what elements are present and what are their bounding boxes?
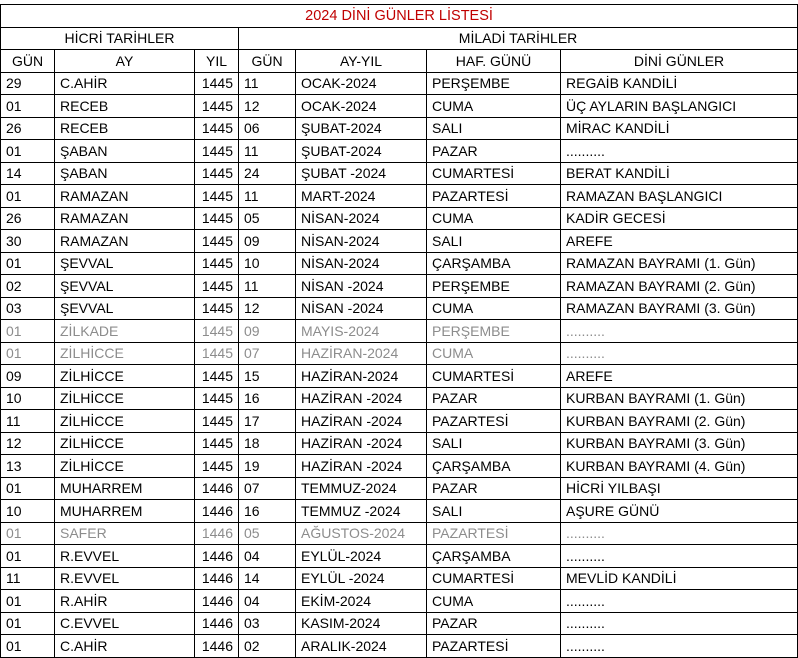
weekday-cell: ÇARŞAMBA [427,455,561,478]
hijri-year-cell: 1445 [195,342,239,365]
religious-day-cell: MİRAC KANDİLİ [561,117,798,140]
month-year-cell: NİSAN-2024 [296,207,427,230]
religious-day-cell: AŞURE GÜNÜ [561,500,798,523]
weekday-cell: SALI [427,117,561,140]
hijri-year-cell: 1445 [195,297,239,320]
table-row [1,477,798,500]
religious-day-cell: KADİR GECESİ [561,207,798,230]
hijri-month-cell: C.EVVEL [55,612,195,635]
religious-day-cell: KURBAN BAYRAMI (1. Gün) [561,387,798,410]
hijri-day-cell: 26 [1,207,55,230]
table-row [1,185,798,208]
hijri-month-cell: ŞABAN [55,162,195,185]
hijri-month-cell: RAMAZAN [55,207,195,230]
month-year-cell: OCAK-2024 [296,72,427,95]
hijri-month-cell: ZİLHİCCE [55,342,195,365]
religious-day-cell: RAMAZAN BAYRAMI (2. Gün) [561,275,798,298]
month-year-cell: NİSAN-2024 [296,230,427,253]
table-row [1,140,798,163]
hijri-month-cell: ZİLHİCCE [55,365,195,388]
hijri-month-cell: ZİLKADE [55,320,195,343]
table-row [1,500,798,523]
hijri-day-cell: 01 [1,252,55,275]
hijri-month-cell: R.EVVEL [55,545,195,568]
gregorian-day-cell: 17 [239,410,296,433]
gregorian-day-cell: 07 [239,477,296,500]
hijri-year-cell: 1445 [195,185,239,208]
table-row [1,320,798,343]
religious-day-cell: .......... [561,522,798,545]
hijri-month-cell: RAMAZAN [55,185,195,208]
col-header-hijri-year: YIL [195,50,239,73]
table-row [1,387,798,410]
religious-days-table [0,4,798,658]
month-year-cell: HAZİRAN -2024 [296,455,427,478]
month-year-cell: ARALIK-2024 [296,635,427,658]
month-year-cell: NİSAN -2024 [296,275,427,298]
table-row [1,275,798,298]
weekday-cell: PERŞEMBE [427,320,561,343]
religious-day-cell: .......... [561,545,798,568]
hijri-year-cell: 1445 [195,455,239,478]
hijri-year-cell: 1446 [195,590,239,613]
hijri-year-cell: 1445 [195,365,239,388]
hijri-day-cell: 01 [1,140,55,163]
hijri-year-cell: 1445 [195,207,239,230]
table-row [1,117,798,140]
hijri-day-cell: 01 [1,522,55,545]
table-row [1,162,798,185]
col-header-weekday: HAF. GÜNÜ [427,50,561,73]
hijri-month-cell: ZİLHİCCE [55,432,195,455]
col-header-gregorian-day: GÜN [239,50,296,73]
hijri-day-cell: 01 [1,342,55,365]
month-year-cell: HAZİRAN-2024 [296,365,427,388]
month-year-cell: HAZİRAN-2024 [296,342,427,365]
weekday-cell: PERŞEMBE [427,275,561,298]
table-row [1,612,798,635]
month-year-cell: KASIM-2024 [296,612,427,635]
religious-day-cell: KURBAN BAYRAMI (2. Gün) [561,410,798,433]
table-row [1,635,798,658]
weekday-cell: ÇARŞAMBA [427,545,561,568]
weekday-cell: PAZARTESİ [427,410,561,433]
religious-day-cell: MEVLİD KANDİLİ [561,567,798,590]
hijri-year-cell: 1445 [195,320,239,343]
gregorian-day-cell: 12 [239,297,296,320]
gregorian-day-cell: 16 [239,500,296,523]
religious-day-cell: KURBAN BAYRAMI (3. Gün) [561,432,798,455]
table-row [1,207,798,230]
weekday-cell: PAZARTESİ [427,185,561,208]
hijri-year-cell: 1445 [195,162,239,185]
hijri-month-cell: ŞEVVAL [55,275,195,298]
gregorian-day-cell: 15 [239,365,296,388]
religious-day-cell: AREFE [561,365,798,388]
title-row [1,5,798,28]
religious-day-cell: .......... [561,140,798,163]
hijri-dates-header: HİCRİ TARİHLER [1,27,239,50]
religious-day-cell: RAMAZAN BAYRAMI (1. Gün) [561,252,798,275]
religious-day-cell: .......... [561,612,798,635]
hijri-month-cell: RECEB [55,117,195,140]
month-year-cell: EKİM-2024 [296,590,427,613]
table-row [1,365,798,388]
column-header-row [1,50,798,73]
page-title: 2024 DİNİ GÜNLER LİSTESİ [1,5,798,28]
hijri-day-cell: 13 [1,455,55,478]
hijri-year-cell: 1446 [195,477,239,500]
hijri-year-cell: 1445 [195,117,239,140]
weekday-cell: PAZARTESİ [427,635,561,658]
col-header-month-year: AY-YIL [296,50,427,73]
weekday-cell: PAZAR [427,140,561,163]
gregorian-dates-header: MİLADİ TARİHLER [239,27,798,50]
religious-day-cell: .......... [561,635,798,658]
gregorian-day-cell: 07 [239,342,296,365]
table-row [1,432,798,455]
gregorian-day-cell: 06 [239,117,296,140]
group-header-row [1,27,798,50]
col-header-hijri-month: AY [55,50,195,73]
month-year-cell: HAZİRAN -2024 [296,432,427,455]
month-year-cell: MAYIS-2024 [296,320,427,343]
hijri-month-cell: ŞABAN [55,140,195,163]
weekday-cell: SALI [427,500,561,523]
hijri-year-cell: 1445 [195,140,239,163]
gregorian-day-cell: 18 [239,432,296,455]
hijri-year-cell: 1446 [195,612,239,635]
table-row [1,522,798,545]
gregorian-day-cell: 14 [239,567,296,590]
hijri-month-cell: R.EVVEL [55,567,195,590]
month-year-cell: ŞUBAT -2024 [296,162,427,185]
weekday-cell: PAZAR [427,612,561,635]
hijri-day-cell: 01 [1,185,55,208]
hijri-year-cell: 1445 [195,72,239,95]
month-year-cell: TEMMUZ-2024 [296,477,427,500]
month-year-cell: NİSAN -2024 [296,297,427,320]
gregorian-day-cell: 12 [239,95,296,118]
table-row [1,410,798,433]
hijri-year-cell: 1446 [195,567,239,590]
gregorian-day-cell: 16 [239,387,296,410]
table-row [1,590,798,613]
table-row [1,95,798,118]
hijri-day-cell: 01 [1,612,55,635]
weekday-cell: CUMARTESİ [427,162,561,185]
hijri-day-cell: 14 [1,162,55,185]
religious-day-cell: .......... [561,342,798,365]
table-body [1,72,798,657]
table-row [1,252,798,275]
table-row [1,455,798,478]
hijri-year-cell: 1445 [195,410,239,433]
table-row [1,72,798,95]
table-row [1,567,798,590]
hijri-day-cell: 29 [1,72,55,95]
hijri-month-cell: ŞEVVAL [55,252,195,275]
hijri-day-cell: 26 [1,117,55,140]
gregorian-day-cell: 05 [239,207,296,230]
religious-day-cell: .......... [561,320,798,343]
religious-day-cell: BERAT KANDİLİ [561,162,798,185]
hijri-day-cell: 11 [1,567,55,590]
weekday-cell: PAZARTESİ [427,522,561,545]
weekday-cell: PAZAR [427,477,561,500]
table-row [1,230,798,253]
hijri-month-cell: R.AHİR [55,590,195,613]
religious-day-cell: REGAİB KANDİLİ [561,72,798,95]
hijri-month-cell: SAFER [55,522,195,545]
table-row [1,545,798,568]
gregorian-day-cell: 04 [239,545,296,568]
hijri-year-cell: 1445 [195,275,239,298]
gregorian-day-cell: 11 [239,275,296,298]
religious-day-cell: RAMAZAN BAYRAMI (3. Gün) [561,297,798,320]
hijri-year-cell: 1445 [195,95,239,118]
month-year-cell: AĞUSTOS-2024 [296,522,427,545]
hijri-year-cell: 1445 [195,387,239,410]
month-year-cell: EYLÜL-2024 [296,545,427,568]
hijri-day-cell: 10 [1,387,55,410]
month-year-cell: TEMMUZ -2024 [296,500,427,523]
hijri-month-cell: RECEB [55,95,195,118]
col-header-hijri-day: GÜN [1,50,55,73]
gregorian-day-cell: 02 [239,635,296,658]
religious-day-cell: AREFE [561,230,798,253]
gregorian-day-cell: 11 [239,72,296,95]
col-header-religious-day: DİNİ GÜNLER [561,50,798,73]
month-year-cell: MART-2024 [296,185,427,208]
hijri-month-cell: MUHARREM [55,500,195,523]
weekday-cell: CUMA [427,207,561,230]
hijri-day-cell: 12 [1,432,55,455]
weekday-cell: CUMARTESİ [427,567,561,590]
month-year-cell: HAZİRAN -2024 [296,410,427,433]
hijri-day-cell: 09 [1,365,55,388]
hijri-month-cell: ZİLHİCCE [55,410,195,433]
weekday-cell: CUMA [427,95,561,118]
month-year-cell: ŞUBAT-2024 [296,117,427,140]
hijri-day-cell: 10 [1,500,55,523]
weekday-cell: PAZAR [427,387,561,410]
gregorian-day-cell: 11 [239,185,296,208]
gregorian-day-cell: 05 [239,522,296,545]
hijri-month-cell: ZİLHİCCE [55,387,195,410]
hijri-year-cell: 1446 [195,635,239,658]
weekday-cell: PERŞEMBE [427,72,561,95]
month-year-cell: EYLÜL -2024 [296,567,427,590]
hijri-day-cell: 01 [1,635,55,658]
month-year-cell: HAZİRAN -2024 [296,387,427,410]
hijri-day-cell: 01 [1,477,55,500]
table-row [1,342,798,365]
hijri-month-cell: ŞEVVAL [55,297,195,320]
hijri-day-cell: 01 [1,590,55,613]
month-year-cell: OCAK-2024 [296,95,427,118]
hijri-day-cell: 02 [1,275,55,298]
weekday-cell: SALI [427,230,561,253]
gregorian-day-cell: 11 [239,140,296,163]
religious-day-cell: ÜÇ AYLARIN BAŞLANGICI [561,95,798,118]
gregorian-day-cell: 04 [239,590,296,613]
weekday-cell: CUMA [427,297,561,320]
gregorian-day-cell: 10 [239,252,296,275]
table-row [1,297,798,320]
hijri-year-cell: 1445 [195,432,239,455]
religious-day-cell: RAMAZAN BAŞLANGICI [561,185,798,208]
hijri-day-cell: 30 [1,230,55,253]
religious-day-cell: HİCRİ YILBAŞI [561,477,798,500]
month-year-cell: NİSAN-2024 [296,252,427,275]
hijri-month-cell: C.AHİR [55,635,195,658]
hijri-month-cell: MUHARREM [55,477,195,500]
weekday-cell: CUMA [427,342,561,365]
hijri-year-cell: 1446 [195,500,239,523]
hijri-year-cell: 1446 [195,545,239,568]
weekday-cell: SALI [427,432,561,455]
hijri-year-cell: 1445 [195,252,239,275]
gregorian-day-cell: 03 [239,612,296,635]
month-year-cell: ŞUBAT-2024 [296,140,427,163]
hijri-month-cell: RAMAZAN [55,230,195,253]
gregorian-day-cell: 09 [239,230,296,253]
gregorian-day-cell: 24 [239,162,296,185]
hijri-day-cell: 03 [1,297,55,320]
gregorian-day-cell: 19 [239,455,296,478]
hijri-day-cell: 11 [1,410,55,433]
hijri-year-cell: 1445 [195,230,239,253]
gregorian-day-cell: 09 [239,320,296,343]
religious-day-cell: KURBAN BAYRAMI (4. Gün) [561,455,798,478]
hijri-month-cell: ZİLHİCCE [55,455,195,478]
religious-day-cell: .......... [561,590,798,613]
hijri-year-cell: 1446 [195,522,239,545]
hijri-month-cell: C.AHİR [55,72,195,95]
hijri-day-cell: 01 [1,320,55,343]
weekday-cell: ÇARŞAMBA [427,252,561,275]
hijri-day-cell: 01 [1,95,55,118]
weekday-cell: CUMA [427,590,561,613]
weekday-cell: CUMARTESİ [427,365,561,388]
hijri-day-cell: 01 [1,545,55,568]
